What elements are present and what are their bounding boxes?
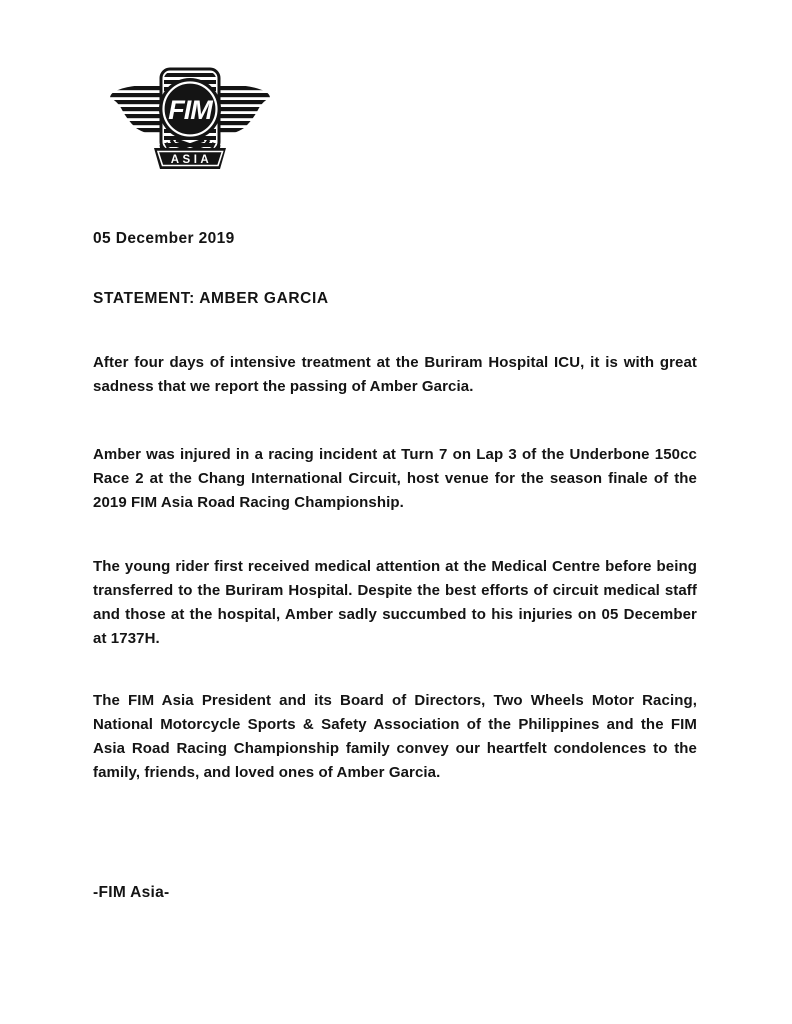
logo-right-wing [216,86,270,132]
letter-paragraph-2: Amber was injured in a racing incident at Turn 7 on Lap 3 of the Underbone 150cc Race 2 at the Chang International Circuit, host venue for the season finale of the 2019 FIM Asia Road Racing Championship. [93,446,697,511]
letter-paragraph-1: After four days of intensive treatment at the Buriram Hospital ICU, it is with great sadness that we report the passing of Amber Garcia. [93,354,697,395]
letter-signoff: -FIM Asia- [93,884,170,901]
letter-paragraph-4: The FIM Asia President and its Board of Directors, Two Wheels Motor Racing, National Motorcycle Sports & Safety Association of the Philippines and the FIM Asia Road Racing Championship family convey our heartfelt condolences to the family, friends, and loved ones of Amber Garcia. [93,692,697,781]
logo-fim-text: FIM [168,95,212,125]
logo-asia-text: ASIA [170,154,213,166]
fim-asia-logo-graphic [110,64,270,172]
letter-paragraph-3: The young rider first received medical attention at the Medical Centre before being transferred to the Buriram Hospital. Despite the best efforts of circuit medical staff and those at the hospital, Amber sadly succumbed to his injuries on 05 December at 1737H. [93,558,697,647]
logo-asia-banner [154,148,226,169]
letter-subject: STATEMENT: AMBER GARCIA [93,290,329,307]
logo-left-wing [110,86,164,132]
logo-fim-circle [159,78,221,140]
letter-date: 05 December 2019 [93,230,235,247]
fim-asia-logo [110,64,270,172]
